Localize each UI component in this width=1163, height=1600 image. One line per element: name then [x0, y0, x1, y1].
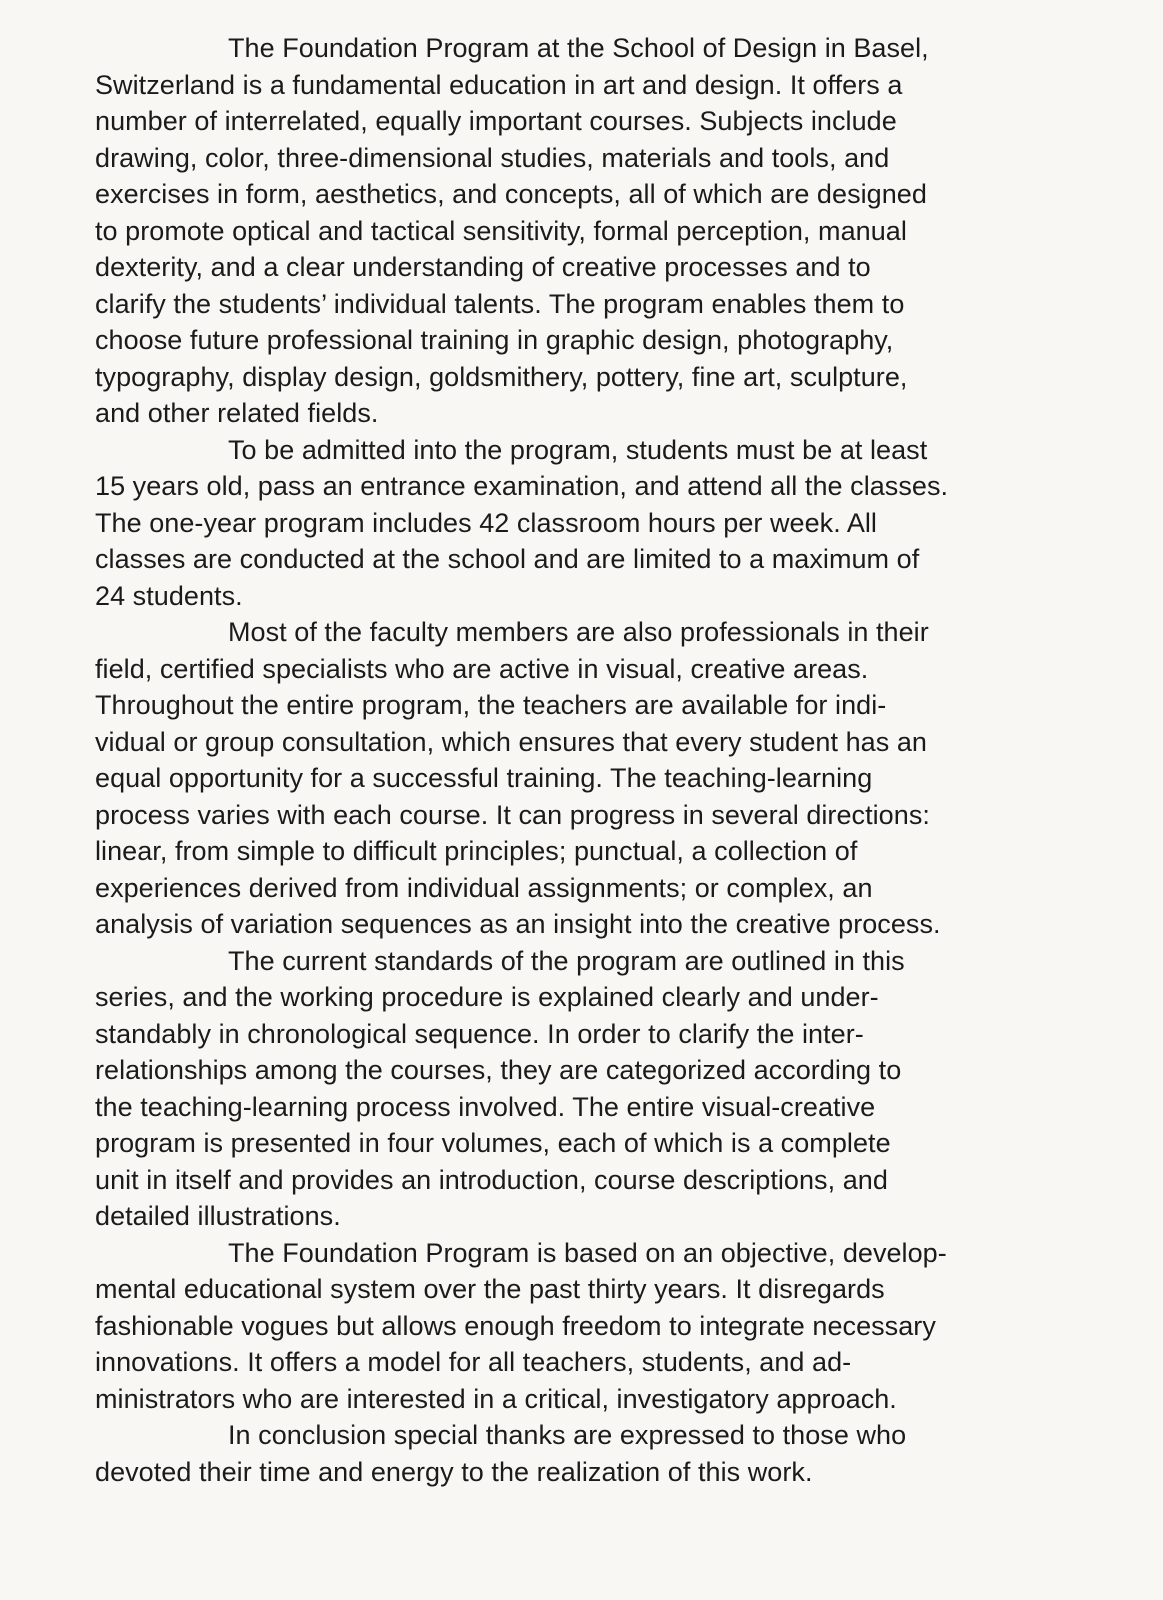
text-line: fashionable vogues but allows enough freedom to integrate necessary: [95, 1310, 936, 1341]
text-line: Most of the faculty members are also professionals in their: [228, 617, 929, 647]
text-line: Switzerland is a fundamental education in art and design. It offers a: [95, 69, 903, 100]
paragraph-5: [95, 1235, 1135, 1418]
paragraph-6: [95, 1417, 1135, 1490]
paragraph-2: [95, 432, 1135, 615]
text-line: The one-year program includes 42 classroom hours per week. All: [95, 507, 877, 538]
text-line: series, and the working procedure is explained clearly and under-: [95, 982, 879, 1012]
body-text: [95, 30, 1135, 1490]
text-line: choose future professional training in graphic design, photography,: [95, 325, 894, 355]
text-line: classes are conducted at the school and are limited to a maximum of: [95, 544, 920, 574]
text-line: mental educational system over the past thirty years. It disregards: [95, 1274, 885, 1304]
text-line: equal opportunity for a successful training. The teaching-learning: [95, 763, 873, 793]
text-line: vidual or group consultation, which ensures that every student has an: [95, 726, 927, 757]
text-line: To be admitted into the program, students must be at least: [228, 434, 928, 465]
text-line: dexterity, and a clear understanding of creative processes and to: [95, 252, 871, 282]
text-line: experiences derived from individual assignments; or complex, an: [95, 872, 873, 903]
text-line: the teaching-learning process involved. The entire visual-creative: [95, 1091, 876, 1122]
text-line: and other related fields.: [95, 398, 379, 428]
text-line: The Foundation Program is based on an objective, develop-: [228, 1237, 947, 1268]
text-line: linear, from simple to difficult principles; punctual, a collection of: [95, 836, 858, 866]
text-line: ministrators who are interested in a critical, investigatory approach.: [95, 1383, 897, 1414]
text-line: Throughout the entire program, the teachers are available for indi-: [95, 690, 887, 720]
paragraph-4: [95, 943, 1135, 1235]
text-line: exercises in form, aesthetics, and concepts, all of which are designed: [95, 179, 927, 209]
text-line: devoted their time and energy to the realization of this work.: [95, 1456, 813, 1487]
text-line: unit in itself and provides an introduction, course descriptions, and: [95, 1164, 888, 1195]
text-line: number of interrelated, equally important courses. Subjects include: [95, 106, 897, 136]
text-line: drawing, color, three-dimensional studies, materials and tools, and: [95, 142, 890, 173]
text-line: innovations. It offers a model for all teachers, students, and ad-: [95, 1347, 852, 1377]
text-line: In conclusion special thanks are expressed to those who: [228, 1420, 907, 1450]
text-line: clarify the students’ individual talents. The program enables them to: [95, 288, 905, 319]
text-line: standably in chronological sequence. In order to clarify the inter-: [95, 1018, 864, 1049]
text-line: detailed illustrations.: [95, 1201, 341, 1231]
text-line: to promote optical and tactical sensitivity, formal perception, manual: [95, 215, 907, 246]
text-line: program is presented in four volumes, each of which is a complete: [95, 1128, 891, 1158]
text-line: 15 years old, pass an entrance examination, and attend all the classes.: [95, 471, 949, 501]
text-line: 24 students.: [95, 580, 243, 611]
text-line: analysis of variation sequences as an insight into the creative process.: [95, 909, 941, 939]
text-line: relationships among the courses, they are categorized according to: [95, 1055, 902, 1085]
text-line: The current standards of the program are outlined in this: [228, 945, 905, 976]
text-line: typography, display design, goldsmithery, pottery, fine art, sculpture,: [95, 361, 908, 392]
paragraph-3: [95, 614, 1135, 943]
text-line: process varies with each course. It can progress in several directions:: [95, 799, 930, 830]
paragraph-1: [95, 30, 1135, 432]
text-line: field, certified specialists who are active in visual, creative areas.: [95, 653, 869, 684]
text-line: The Foundation Program at the School of Design in Basel,: [228, 33, 929, 63]
